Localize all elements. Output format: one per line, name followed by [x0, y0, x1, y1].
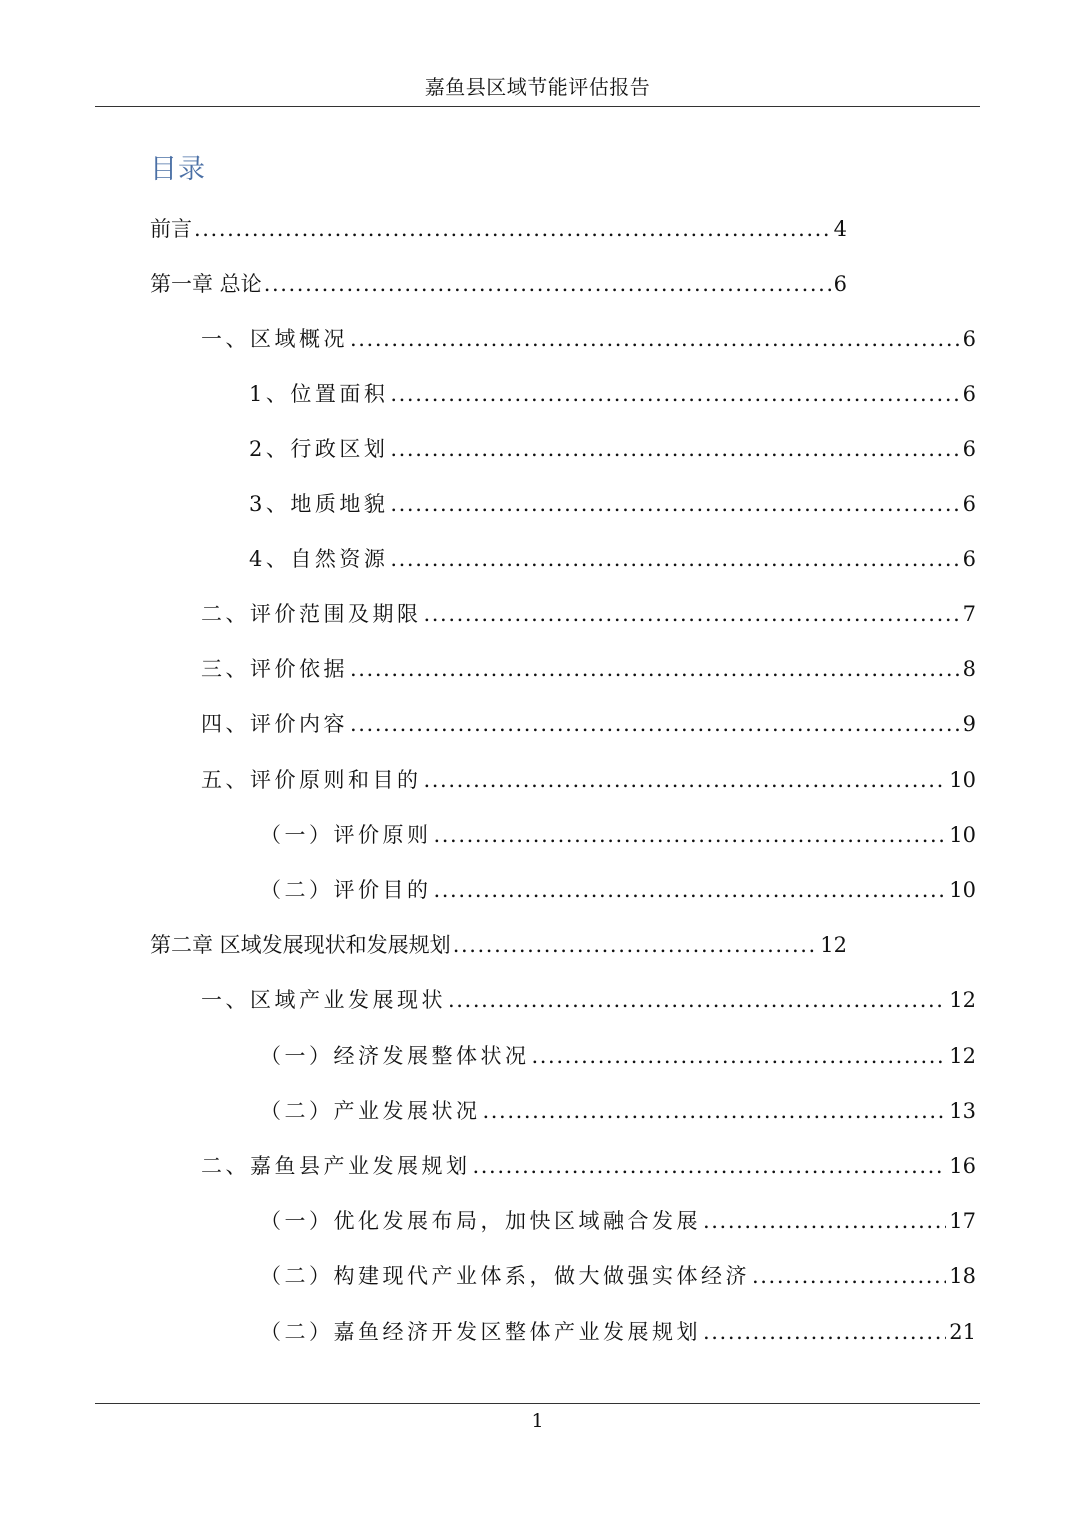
toc-leader-dots [703, 1204, 946, 1238]
toc-leader-dots [350, 322, 960, 356]
toc-leader-dots [390, 487, 959, 521]
toc-entry-1-1-2[interactable] [249, 432, 976, 466]
toc-entry-page: 17 [949, 1209, 976, 1233]
toc-entry-1-1-4[interactable] [249, 542, 976, 576]
toc-entry-page: 6 [962, 382, 976, 406]
toc-entry-page: 12 [949, 988, 976, 1012]
toc-leader-dots [434, 818, 947, 852]
toc-entry-label: 2、行政区划 [249, 437, 389, 461]
toc-entry-page: 16 [949, 1154, 976, 1178]
toc-entry-2-2-2[interactable] [260, 1259, 976, 1293]
toc-entry-label: 3、地质地貌 [249, 492, 389, 516]
toc-entry-page: 6 [962, 437, 976, 461]
toc-entry-page: 10 [949, 823, 976, 847]
toc-entry-label: 第二章 区域发展现状和发展规划 [150, 933, 451, 957]
toc-entry-2-1-1[interactable] [260, 1039, 976, 1073]
toc-entry-1-5[interactable] [201, 763, 976, 797]
page-header-title: 嘉鱼县区域节能评估报告 [424, 75, 651, 99]
toc-leader-dots [473, 1149, 947, 1183]
toc-entry-label: （二）嘉鱼经济开发区整体产业发展规划 [260, 1320, 701, 1344]
toc-entry-2-2-3[interactable] [260, 1315, 976, 1349]
toc-entry-2-1-2[interactable] [260, 1094, 976, 1128]
toc-entry-label: （一）评价原则 [260, 823, 432, 847]
toc-entry-1-2[interactable] [201, 597, 976, 631]
toc-entry-label: 1、位置面积 [249, 382, 389, 406]
toc-entry-label: 五、评价原则和目的 [201, 768, 422, 792]
toc-entry-2-2-1[interactable] [260, 1204, 976, 1238]
toc-entry-label: （一）经济发展整体状况 [260, 1044, 530, 1068]
toc-entry-1-4[interactable] [201, 707, 976, 741]
toc-entry-1-3[interactable] [201, 652, 976, 686]
toc-leader-dots [703, 1315, 946, 1349]
toc-leader-dots [390, 377, 959, 411]
toc-entry-label: 第一章 总论 [150, 272, 262, 296]
toc-entry-preface[interactable] [150, 212, 847, 246]
toc-entry-1-1-1[interactable] [249, 377, 976, 411]
toc-entry-label: 二、评价范围及期限 [201, 602, 422, 626]
toc-entry-label: 四、评价内容 [201, 712, 348, 736]
toc-entry-2-1[interactable] [201, 983, 976, 1017]
toc-entry-label: 4、自然资源 [249, 547, 389, 571]
toc-entry-chapter-2[interactable] [150, 928, 847, 962]
toc-leader-dots [434, 873, 947, 907]
toc-entry-label: 一、区域概况 [201, 327, 348, 351]
toc-leader-dots [264, 267, 831, 301]
toc-entry-1-5-2[interactable] [260, 873, 976, 907]
toc-entry-page: 12 [949, 1044, 976, 1068]
toc-entry-page: 6 [962, 492, 976, 516]
toc-leader-dots [424, 597, 960, 631]
toc-leader-dots [448, 983, 946, 1017]
toc-entry-label: （一）优化发展布局，加快区域融合发展 [260, 1209, 701, 1233]
toc-leader-dots [194, 212, 831, 246]
toc-leader-dots [390, 432, 959, 466]
toc-entry-page: 9 [962, 712, 976, 736]
toc-entry-page: 21 [949, 1320, 976, 1344]
toc-entry-2-2[interactable] [201, 1149, 976, 1183]
toc-entry-label: 三、评价依据 [201, 657, 348, 681]
toc-entry-page: 8 [962, 657, 976, 681]
toc-entry-page: 6 [833, 272, 847, 296]
toc-title: 目录 [150, 154, 206, 185]
toc-entry-1-1-3[interactable] [249, 487, 976, 521]
toc-leader-dots [424, 763, 947, 797]
toc-leader-dots [532, 1039, 947, 1073]
toc-leader-dots [350, 652, 960, 686]
toc-leader-dots [453, 928, 818, 962]
toc-leader-dots [350, 707, 960, 741]
toc-entry-label: （二）构建现代产业体系，做大做强实体经济 [260, 1264, 750, 1288]
toc-entry-chapter-1[interactable] [150, 267, 847, 301]
toc-entry-page: 4 [833, 217, 847, 241]
footer-divider [95, 1403, 980, 1404]
toc-entry-page: 7 [962, 602, 976, 626]
toc-entry-page: 18 [949, 1264, 976, 1288]
toc-entry-label: 一、区域产业发展现状 [201, 988, 446, 1012]
toc-leader-dots [390, 542, 959, 576]
toc-entry-page: 13 [949, 1099, 976, 1123]
toc-entry-label: （二）评价目的 [260, 878, 432, 902]
toc-leader-dots [752, 1259, 946, 1293]
toc-entry-page: 10 [949, 768, 976, 792]
toc-entry-label: （二）产业发展状况 [260, 1099, 481, 1123]
toc-entry-page: 10 [949, 878, 976, 902]
toc-leader-dots [483, 1094, 947, 1128]
toc-entry-1-5-1[interactable] [260, 818, 976, 852]
toc-entry-1-1[interactable] [201, 322, 976, 356]
toc-entry-label: 前言 [150, 217, 192, 241]
toc-entry-label: 二、嘉鱼县产业发展规划 [201, 1154, 471, 1178]
toc-entry-page: 6 [962, 327, 976, 351]
toc-entry-page: 12 [820, 933, 847, 957]
page-number: 1 [531, 1410, 544, 1432]
toc-entry-page: 6 [962, 547, 976, 571]
